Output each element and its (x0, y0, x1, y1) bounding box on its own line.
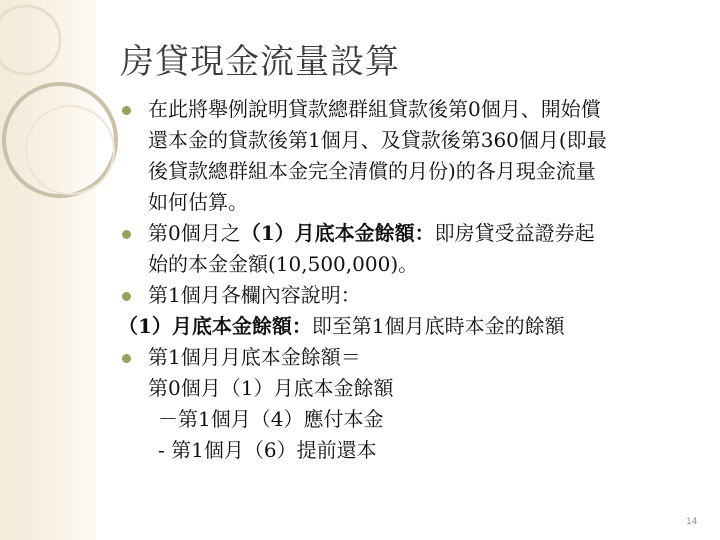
formula-line-3: - 第1個月（6）提前還本 (158, 438, 377, 462)
item-2-rest: 即房貸受益證券起 (434, 221, 595, 245)
bullet-item-1 (118, 94, 698, 218)
bullet-item-3 (118, 280, 698, 311)
formula-head: 第1個月月底本金餘額＝ (148, 345, 361, 369)
slide-title: 房貸現金流量設算 (120, 42, 400, 82)
bullet-icon (122, 354, 131, 363)
item-1-line-4: 如何估算。 (148, 190, 248, 214)
bullet-icon (122, 230, 131, 239)
definition-rest: 即至第1個月底時本金的餘額 (311, 314, 565, 338)
page-number: 14 (686, 517, 698, 527)
bullet-icon (122, 106, 131, 115)
bullet-icon (122, 292, 131, 301)
item-2-prefix: 第0個月之 (148, 221, 241, 245)
item-3-text: 第1個月各欄內容說明： (148, 283, 361, 307)
formula-line-2: －第1個月（4）應付本金 (158, 407, 384, 431)
item-1-line-2: 還本金的貸款後第1個月、及貸款後第360個月(即最 (148, 128, 607, 152)
definition-bold-term: （1）月底本金餘額： (118, 314, 312, 338)
item-1-line-3: 後貸款總群組本金完全清償的月份)的各月現金流量 (148, 159, 596, 183)
definition-line (118, 311, 698, 342)
bullet-item-2 (118, 218, 698, 280)
decorative-rings (0, 0, 130, 250)
item-2-line-2: 始的本金金額(10,500,000)。 (148, 252, 419, 276)
item-1-line-1: 在此將舉例說明貸款總群組貸款後第0個月、開始償 (148, 97, 601, 121)
bullet-item-4 (118, 342, 698, 373)
slide-body (118, 94, 698, 466)
formula-line-1: 第0個月（1）月底本金餘額 (148, 376, 394, 400)
item-2-bold-term: （1）月底本金餘額： (240, 221, 435, 245)
